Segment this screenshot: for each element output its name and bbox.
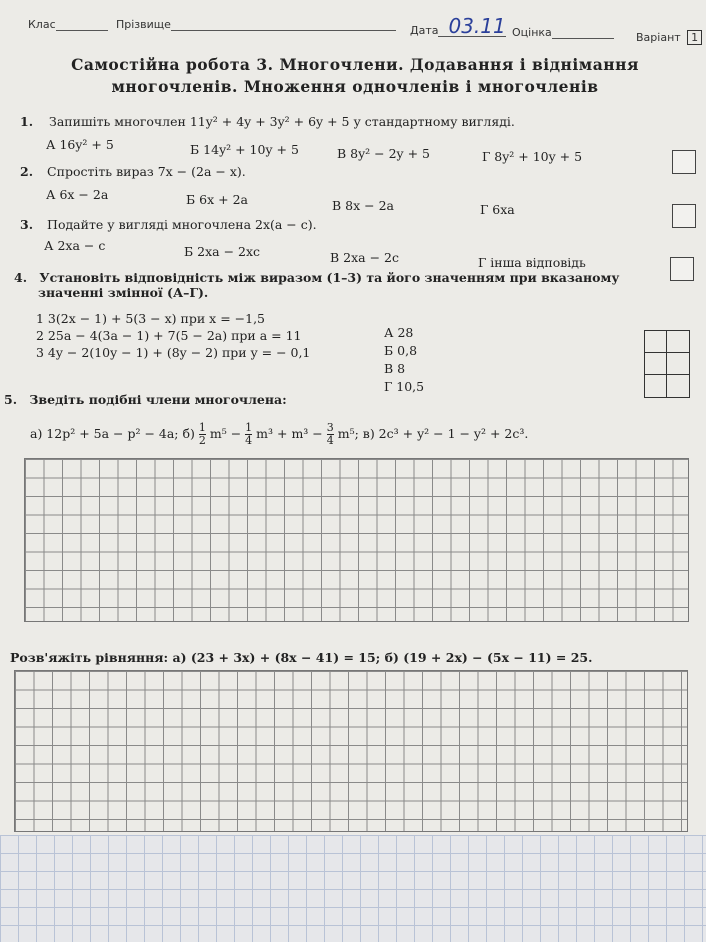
title-line-1: Самостійна робота 3. Многочлени. Додавання і віднімання xyxy=(71,55,639,74)
date-label: Дата xyxy=(410,24,439,37)
question-6 xyxy=(10,650,592,665)
q4-item-3: 3 4y − 2(10y − 1) + (8y − 2) при y = − 0,1 xyxy=(36,345,311,360)
q2-option-d: Г 6xa xyxy=(480,202,515,217)
question-4 xyxy=(14,270,694,300)
q3-option-b: Б 2xa − 2xc xyxy=(184,244,261,259)
notebook-grid-paper xyxy=(0,835,706,942)
q4-item-2: 2 25a − 4(3a − 1) + 7(5 − 2a) при a = 11 xyxy=(36,328,302,343)
q3-option-d: Г інша відповідь xyxy=(478,255,586,270)
q4-answer-a: А 28 xyxy=(384,325,414,340)
question-3 xyxy=(20,217,317,232)
surname-field[interactable] xyxy=(116,18,396,31)
question-5-expressions xyxy=(30,422,528,447)
question-1-text: Запишіть многочлен 11y² + 4y + 3y² + 6y + 5 у стандартному вигляді. xyxy=(49,114,515,129)
question-6-text: Розв'яжіть рівняння: а) (23 + 3x) + (8x − 41) = 15; б) (19 + 2x) − (5x − 11) = 25. xyxy=(10,650,593,665)
q1-option-c: В 8y² − 2y + 5 xyxy=(337,146,430,161)
q4-item-1: 1 3(2x − 1) + 5(3 − x) при x = −1,5 xyxy=(36,311,265,326)
q2-option-c: В 8x − 2a xyxy=(332,198,394,213)
q3-option-c: В 2xa − 2c xyxy=(330,250,399,265)
q1-option-d: Г 8y² + 10y + 5 xyxy=(482,149,583,164)
class-field[interactable] xyxy=(28,18,108,31)
question-2-text: Спростіть вираз 7x − (2a − x). xyxy=(47,164,246,179)
date-handwritten: 03.11 xyxy=(448,14,506,38)
q4-answer-b: Б 0,8 xyxy=(384,343,418,358)
class-label: Клас xyxy=(28,18,56,31)
question-5-number: 5. xyxy=(4,392,18,407)
title-line-2: многочленів. Множення одночленів і многочленів xyxy=(111,77,599,96)
q2-option-a: А 6x − 2a xyxy=(46,187,109,202)
question-5 xyxy=(4,392,287,407)
question-3-text: Подайте у вигляді многочлена 2x(a − c). xyxy=(47,217,317,232)
question-5-text: Зведіть подібні члени многочлена: xyxy=(29,392,287,407)
q2-option-b: Б 6x + 2a xyxy=(186,192,248,207)
question-1-number: 1. xyxy=(20,114,34,129)
variant-box: 1 xyxy=(687,30,702,45)
q4-answer-d: Г 10,5 xyxy=(384,379,425,394)
q5-term-3: m⁵; xyxy=(337,426,359,441)
q5-fraction-3: $\frac{3}{4}$ xyxy=(326,421,334,447)
grade-field[interactable] xyxy=(512,26,614,39)
q5-fraction-2: $\frac{1}{4}$ xyxy=(245,421,253,447)
page-title xyxy=(20,54,690,98)
grade-label: Оцінка xyxy=(512,26,552,39)
q4-matching-grid[interactable] xyxy=(644,330,690,398)
question-4-number: 4. xyxy=(14,270,28,285)
q3-option-a: А 2xa − c xyxy=(44,238,106,253)
surname-label: Прізвище xyxy=(116,18,171,31)
question-4-text-1: Установіть відповідність між виразом (1–3) та його значенням при вказаному xyxy=(39,270,620,285)
q4-answer-c: В 8 xyxy=(384,361,406,376)
q1-answer-box[interactable] xyxy=(672,150,696,174)
q5-part-c: в) 2c³ + y² − 1 − y² + 2c³. xyxy=(362,426,529,441)
variant-field xyxy=(636,30,702,45)
q1-option-a: А 16y² + 5 xyxy=(46,137,114,152)
question-4-text-2: значенні змінної (А–Г). xyxy=(38,285,209,300)
q2-answer-box[interactable] xyxy=(672,204,696,228)
q5-fraction-1: $\frac{1}{2}$ xyxy=(198,421,206,447)
q5-answer-grid[interactable] xyxy=(24,458,689,622)
variant-label: Варіант xyxy=(636,31,681,44)
q1-option-b: Б 14y² + 10y + 5 xyxy=(190,142,299,157)
question-2 xyxy=(20,164,246,179)
question-2-number: 2. xyxy=(20,164,34,179)
q5-term-1: m⁵ − xyxy=(209,426,242,441)
question-1 xyxy=(20,114,515,129)
question-3-number: 3. xyxy=(20,217,34,232)
q6-answer-grid[interactable] xyxy=(14,670,688,832)
q5-term-2: m³ + m³ − xyxy=(256,426,323,441)
date-field[interactable] xyxy=(410,14,506,38)
q5-part-a: а) 12p² + 5a − p² − 4a; б) xyxy=(30,426,195,441)
